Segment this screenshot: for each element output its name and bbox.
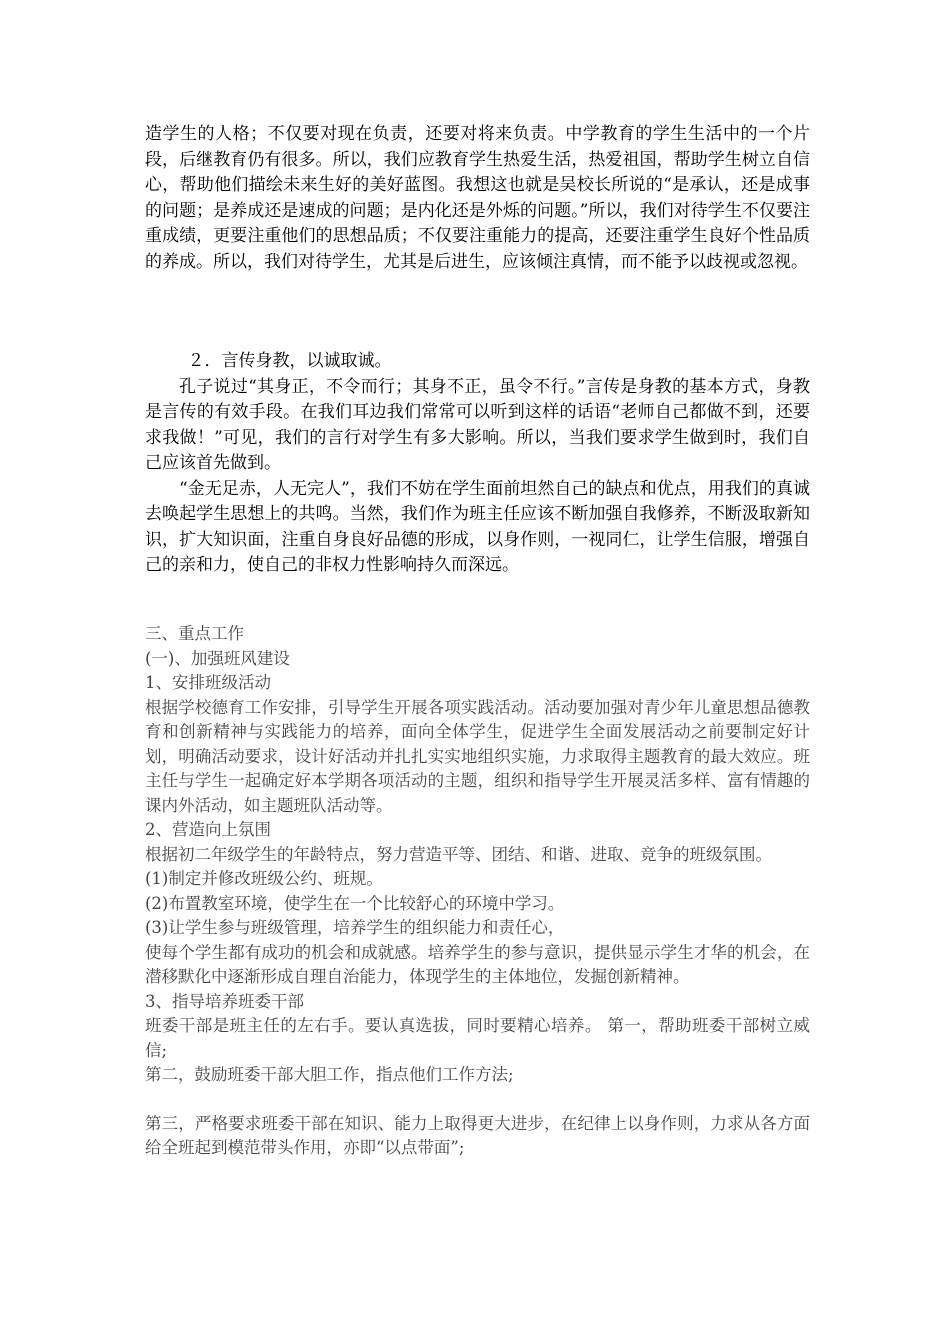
section-2 — [145, 349, 810, 579]
heading-lead-by-example: ２．言传身教，以诚取诚。 — [187, 351, 392, 371]
blank-line — [145, 1088, 810, 1112]
item-2-text: 根据初二年级学生的年龄特点，努力营造平等、团结、和谐、进取、竞争的班级氛围。 — [145, 844, 772, 864]
item-3-second: 第二，鼓励班委干部大胆工作，指点他们工作方法; — [145, 1065, 514, 1084]
item-2-sub-1: (1)制定并修改班级公约、班规。 — [145, 869, 383, 888]
item-1-text: 根据学校德育工作安排，引导学生开展各项实践活动。活动要加强对青少年儿童思想品德教育和创新精神与实践能力的培养，面向全体学生，促进学生全面发展活动之前要制定好计划，明确活动要求，设计好活动并扎扎实实地组织实施，力求取得主题教育的最大效应。班主任与学生一起确定好本学期各项活动的主题，组织和指导学生开展灵活多样、富有情趣的课内外活动，如主题班队活动等。 — [145, 697, 810, 815]
item-1-title: 1、安排班级活动 — [145, 673, 271, 692]
section-3 — [145, 622, 810, 1161]
item-3-title: 3、指导培养班委干部 — [145, 991, 304, 1011]
paragraph-sincerity: “金无足赤，人无完人”，我们不妨在学生面前坦然自己的缺点和优点，用我们的真诚去唤起学生思想上的共鸣。当然，我们作为班主任应该不断加强自我修养，不断汲取新知识，扩大知识面，注重自身良好品德的形成，以身作则，一视同仁，让学生信服，增强自己的亲和力，使自己的非权力性影响持久而深远。 — [145, 478, 810, 575]
item-2-sub-2: (2)布置教室环境，使学生在一个比较舒心的环境中学习。 — [145, 893, 565, 913]
item-2-sub-3: (3)让学生参与班级管理，培养学生的组织能力和责任心， — [145, 918, 565, 937]
heading-key-work: 三、重点工作 — [145, 624, 244, 643]
subheading-class-style: (一)、加强班风建设 — [145, 648, 290, 668]
item-2-title: 2、营造向上氛围 — [145, 820, 271, 839]
paragraph-confucius: 孔子说过“其身正，不令而行；其身不正，虽令不行。”言传是身教的基本方式，身教是言传的有效手段。在我们耳边我们常常可以听到这样的话语“老师自己都做不到，还要求我做！”可见，我们的言行对学生有多大影响。所以，当我们要求学生做到时，我们自己应该首先做到。 — [145, 376, 810, 473]
item-2-text-2: 使每个学生都有成功的机会和成就感。培养学生的参与意识，提供显示学生才华的机会，在潜移默化中逐渐形成自理自治能力，体现学生的主体地位，发掘创新精神。 — [145, 942, 810, 986]
item-3-third: 第三，严格要求班委干部在知识、能力上取得更大进步，在纪律上以身作则，力求从各方面给全班起到模范带头作用，亦即“以点带面”; — [145, 1113, 810, 1157]
item-3-text: 班委干部是班主任的左右手。要认真选拔，同时要精心培养。 第一，帮助班委干部树立威信; — [145, 1016, 810, 1060]
paragraph-character-education: 造学生的人格；不仅要对现在负责，还要对将来负责。中学教育的学生生活中的一个片段，后继教育仍有很多。所以，我们应教育学生热爱生活，热爱祖国，帮助学生树立自信心，帮助他们描绘未来生好的美好蓝图。我想这也就是吴校长所说的“是承认，还是成事的问题；是养成还是速成的问题；是内化还是外烁的问题。”所以，我们对待学生不仅要注重成绩，更要注重他们的思想品质；不仅要注重能力的提高，还要注重学生良好个性品质的养成。所以，我们对待学生，尤其是后进生，应该倾注真情，而不能予以歧视或忽视。 — [145, 124, 810, 272]
section-1 — [145, 122, 810, 275]
